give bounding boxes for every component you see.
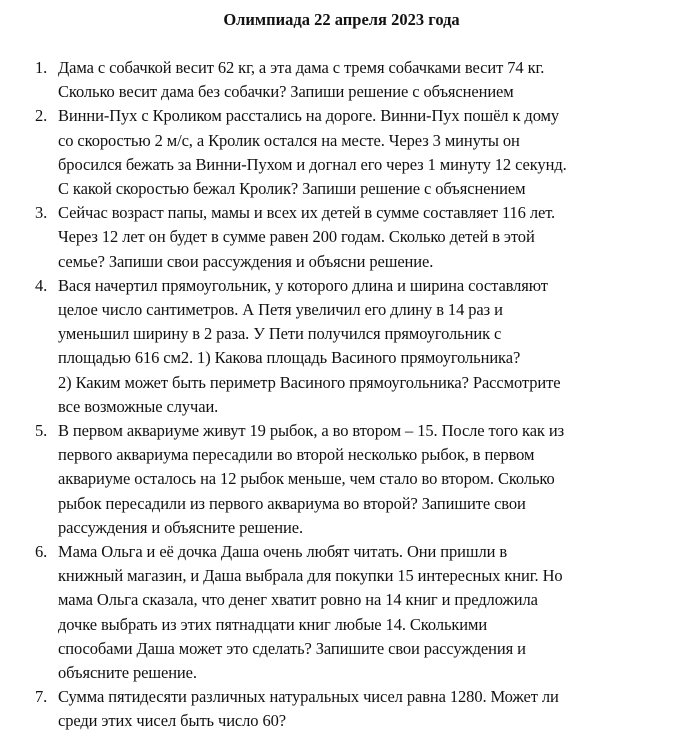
task-number: 7. xyxy=(35,687,48,707)
task-text-line: рыбок пересадили из первого аквариума во второй? Запишите свои xyxy=(58,493,526,513)
task-text-line: Сейчас возраст папы, мамы и всех их детей в сумме составляет 116 лет. xyxy=(58,203,556,223)
task-text-line: все возможные случаи. xyxy=(58,396,219,416)
task-text-line: площадью 616 см2. 1) Какова площадь Васиного прямоугольника? xyxy=(58,348,521,368)
task-text-line: целое число сантиметров. А Петя увеличил его длину в 14 раз и xyxy=(58,300,503,320)
task-text-line: 2) Каким может быть периметр Васиного прямоугольника? Рассмотрите xyxy=(58,372,561,392)
task-text-line: мама Ольга сказала, что денег хватит ровно на 14 книг и предложила xyxy=(58,590,538,610)
task-text-line: Дама с собачкой весит 62 кг, а эта дама с тремя собачками весит 74 кг. xyxy=(58,58,545,77)
task-text-line: рассуждения и объясните решение. xyxy=(58,517,303,537)
task-list xyxy=(0,56,683,734)
task-number: 6. xyxy=(35,542,48,562)
task-text-line: среди этих чисел быть число 60? xyxy=(58,711,286,731)
task-text-line: книжный магазин, и Даша выбрала для покупки 15 интересных книг. Но xyxy=(58,566,563,586)
task-item xyxy=(0,274,683,419)
task-text-line: аквариуме осталось на 12 рыбок меньше, чем стало во втором. Сколько xyxy=(58,469,555,489)
task-number: 5. xyxy=(35,421,48,441)
task-text-line: объясните решение. xyxy=(58,663,197,683)
page-title: Олимпиада 22 апреля 2023 года xyxy=(223,10,460,29)
task-number: 2. xyxy=(35,106,48,126)
task-text-line: Вася начертил прямоугольник, у которого длина и ширина составляют xyxy=(58,275,548,295)
task-text-line: Винни-Пух с Кроликом расстались на дороге. Винни-Пух пошёл к дому xyxy=(58,106,560,126)
task-number: 4. xyxy=(35,275,48,295)
task-text-line: уменьшил ширину в 2 раза. У Пети получился прямоугольник с xyxy=(58,324,502,344)
task-text-line: способами Даша может это сделать? Запишите свои рассуждения и xyxy=(58,638,526,658)
task-text-line: первого аквариума пересадили во второй несколько рыбок, в первом xyxy=(58,445,535,465)
task-item xyxy=(0,56,683,104)
task-item xyxy=(0,104,683,201)
task-number: 1. xyxy=(35,58,48,77)
task-text-line: С какой скоростью бежал Кролик? Запиши решение с объяснением xyxy=(58,179,526,199)
task-item xyxy=(0,201,683,274)
task-text-line: Через 12 лет он будет в сумме равен 200 годам. Сколько детей в этой xyxy=(58,227,535,247)
task-number: 3. xyxy=(35,203,48,223)
task-item xyxy=(0,419,683,540)
task-text-line: семье? Запиши свои рассуждения и объясни решение. xyxy=(58,251,434,271)
task-text-line: со скоростью 2 м/с, а Кролик остался на месте. Через 3 минуты он xyxy=(58,130,520,150)
task-text-line: бросился бежать за Винни-Пухом и догнал его через 1 минуту 12 секунд. xyxy=(58,154,567,174)
task-text-line: Мама Ольга и её дочка Даша очень любят читать. Они пришли в xyxy=(58,542,508,562)
task-item xyxy=(0,685,683,733)
task-text-line: дочке выбрать из этих пятнадцати книг любые 14. Сколькими xyxy=(58,614,488,634)
task-text-line: В первом аквариуме живут 19 рыбок, а во втором – 15. После того как из xyxy=(58,421,565,441)
task-text-line: Сумма пятидесяти различных натуральных чисел равна 1280. Может ли xyxy=(58,687,559,707)
task-item xyxy=(0,540,683,685)
task-text-line: Сколько весит дама без собачки? Запиши решение с объяснением xyxy=(58,82,514,102)
